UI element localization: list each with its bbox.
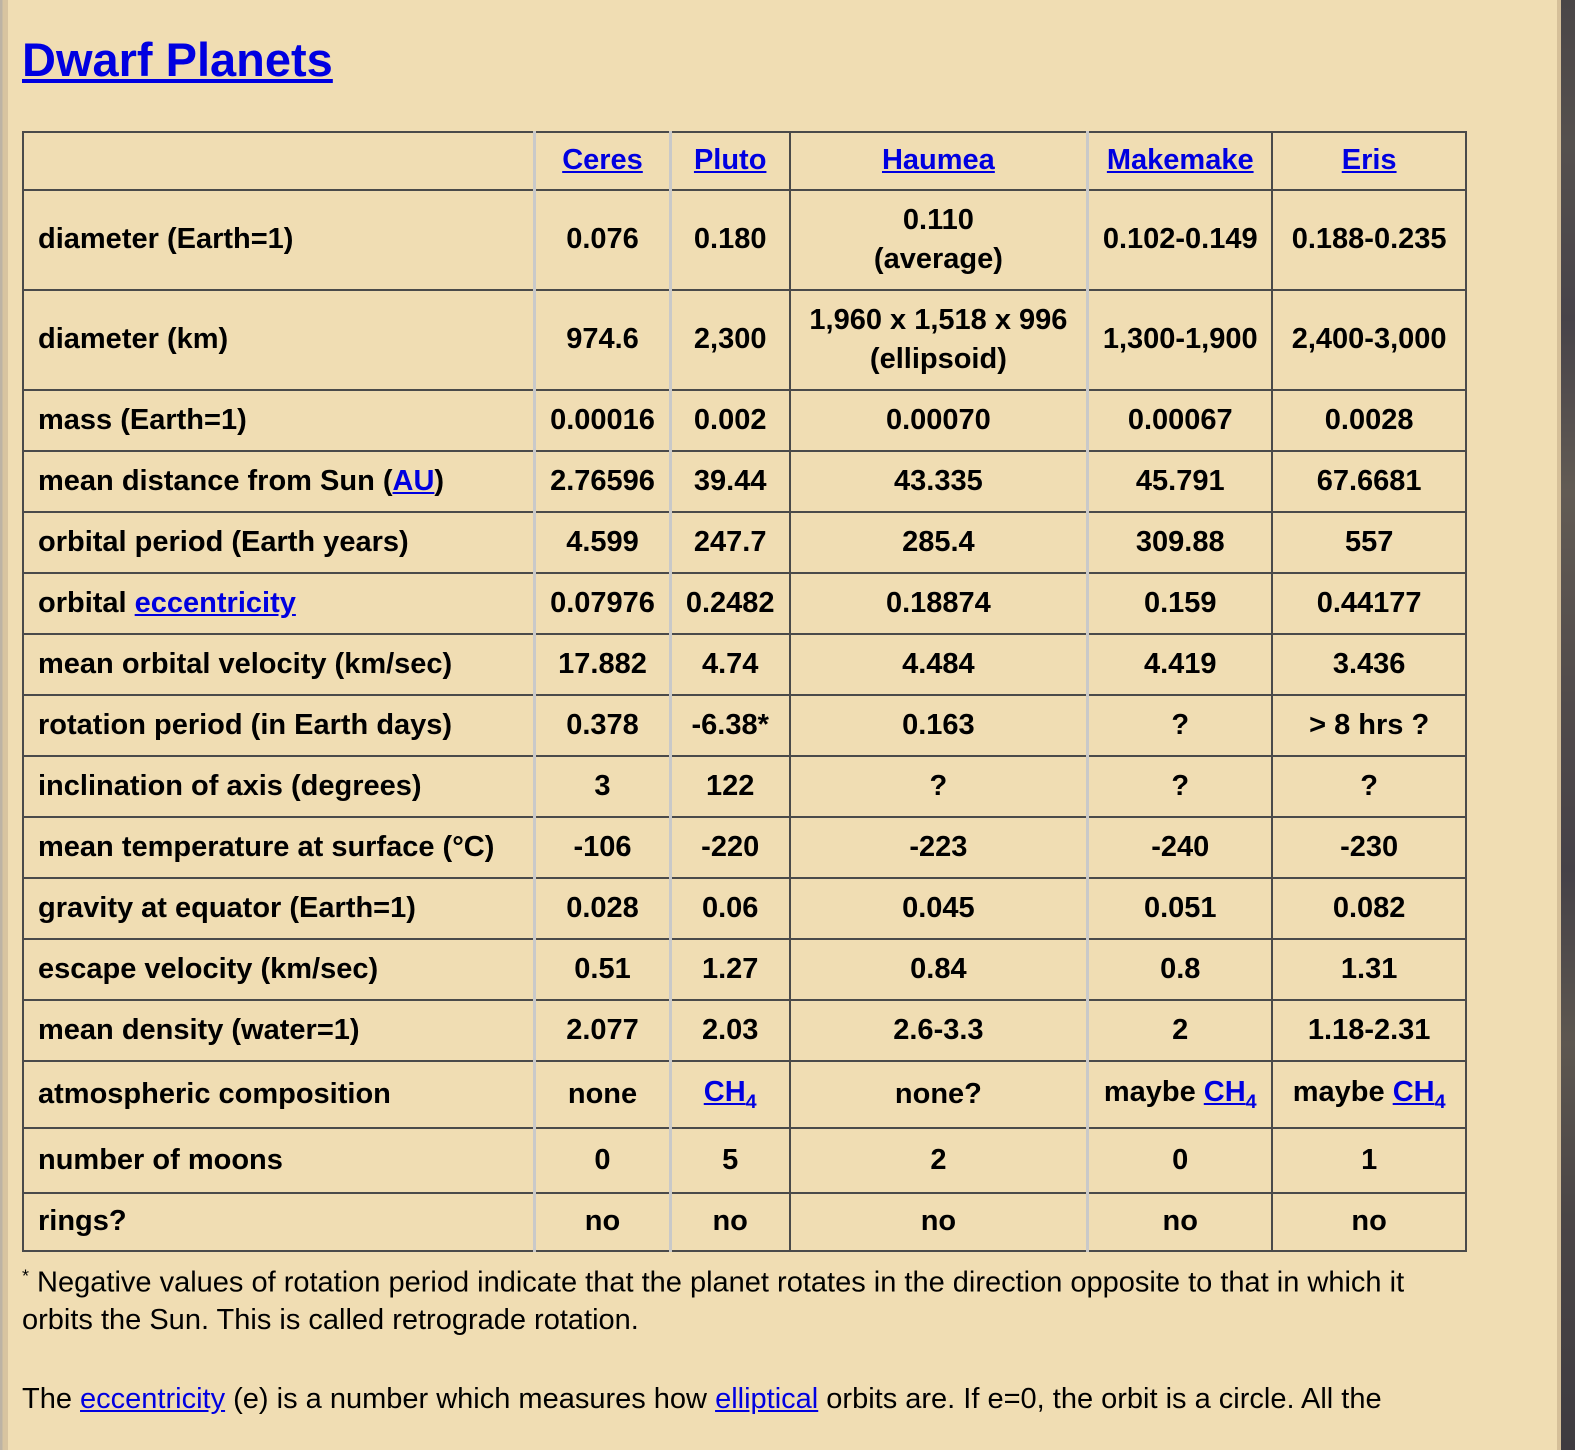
table-body bbox=[23, 190, 1466, 1251]
text-segment: gravity at equator (Earth=1) bbox=[38, 891, 416, 924]
cell-ceres-diameter-earth bbox=[535, 190, 670, 290]
cell-makemake-diameter-km bbox=[1088, 290, 1273, 390]
text-segment: (ellipsoid) bbox=[869, 343, 1007, 375]
text-segment: 0.51 bbox=[574, 952, 631, 985]
row-label-moons bbox=[23, 1128, 535, 1193]
text-segment: 2.077 bbox=[566, 1013, 639, 1046]
text-segment: 3 bbox=[594, 769, 611, 802]
text-segment: ) bbox=[434, 464, 445, 497]
cell-ceres-escape-velocity bbox=[535, 939, 670, 1000]
row-label-temperature bbox=[23, 817, 535, 878]
cell-haumea-orbital-period bbox=[790, 512, 1088, 573]
text-segment: 1.31 bbox=[1340, 952, 1398, 985]
text-segment: 0.051 bbox=[1143, 891, 1217, 924]
cell-pluto-rings bbox=[670, 1193, 789, 1251]
eccentricity-paragraph bbox=[22, 1381, 1474, 1418]
row-rings bbox=[23, 1193, 1466, 1251]
text-segment: 0.163 bbox=[902, 708, 975, 741]
text-segment: 0.110 bbox=[902, 203, 974, 236]
haumea-link[interactable]: Haumea bbox=[881, 144, 995, 177]
text-segment: no bbox=[1351, 1205, 1387, 1238]
text-segment: 0.159 bbox=[1143, 586, 1217, 619]
row-label-density bbox=[23, 1000, 535, 1061]
row-inclination bbox=[23, 756, 1466, 817]
text-segment: > 8 hrs ? bbox=[1309, 708, 1430, 741]
text-segment: 0.188-0.235 bbox=[1291, 223, 1447, 256]
cell-ceres-gravity bbox=[535, 878, 670, 939]
cell-makemake-rings bbox=[1088, 1193, 1273, 1251]
text-segment: 2.6-3.3 bbox=[893, 1013, 984, 1046]
header-eris bbox=[1272, 132, 1466, 190]
header-pluto bbox=[670, 132, 789, 190]
cell-eris-orbital-velocity bbox=[1272, 634, 1466, 695]
text-segment: 4.74 bbox=[701, 647, 759, 680]
text-segment: mean orbital velocity (km/sec) bbox=[38, 647, 453, 680]
cell-pluto-rotation-period bbox=[670, 695, 789, 756]
text-segment: no bbox=[584, 1205, 621, 1238]
text-segment: 0.076 bbox=[566, 223, 639, 256]
au-link[interactable]: AU bbox=[392, 464, 435, 497]
text-segment: 0.07976 bbox=[550, 586, 655, 619]
cell-pluto-mass bbox=[670, 390, 789, 451]
page-content bbox=[22, 0, 1467, 1418]
text-segment: 0.06 bbox=[701, 891, 759, 924]
text-segment: 1.27 bbox=[701, 952, 759, 985]
cell-haumea-distance bbox=[790, 451, 1088, 512]
cell-pluto-density bbox=[670, 1000, 789, 1061]
text-segment: mean temperature at surface (°C) bbox=[38, 830, 495, 863]
cell-haumea-moons bbox=[790, 1128, 1088, 1193]
text-segment: 247.7 bbox=[693, 525, 767, 558]
row-escape-velocity bbox=[23, 939, 1466, 1000]
eccentricity-link-2[interactable]: eccentricity bbox=[80, 1382, 226, 1415]
row-label-eccentricity bbox=[23, 573, 535, 634]
text-segment: orbital period (Earth years) bbox=[38, 525, 409, 558]
text-segment: no bbox=[920, 1205, 957, 1238]
cell-ceres-diameter-km bbox=[535, 290, 670, 390]
cell-eris-temperature bbox=[1272, 817, 1466, 878]
text-segment: -223 bbox=[909, 830, 968, 863]
row-orbital-velocity bbox=[23, 634, 1466, 695]
row-eccentricity bbox=[23, 573, 1466, 634]
cell-makemake-mass bbox=[1088, 390, 1273, 451]
cell-makemake-moons bbox=[1088, 1128, 1273, 1193]
row-label-diameter-earth bbox=[23, 190, 535, 290]
text-segment: 4.599 bbox=[566, 525, 639, 558]
row-label-escape-velocity bbox=[23, 939, 535, 1000]
text-segment: number of moons bbox=[38, 1143, 283, 1176]
cell-eris-distance bbox=[1272, 451, 1466, 512]
text-segment: 1,960 x 1,518 x 996 bbox=[809, 303, 1068, 336]
text-segment: 0.18874 bbox=[885, 586, 991, 619]
eccentricity-link[interactable]: eccentricity bbox=[134, 586, 296, 619]
ch4-link-makemake[interactable]: $CH_4$ bbox=[1203, 1076, 1257, 1114]
row-label-orbital-period bbox=[23, 512, 535, 573]
text-segment: maybe bbox=[1292, 1076, 1393, 1109]
cell-eris-orbital-period bbox=[1272, 512, 1466, 573]
cell-haumea-rings bbox=[790, 1193, 1088, 1251]
elliptical-link[interactable]: elliptical bbox=[715, 1382, 819, 1415]
cell-haumea-escape-velocity bbox=[790, 939, 1088, 1000]
text-segment: 0.045 bbox=[902, 891, 975, 924]
cell-ceres-orbital-velocity bbox=[535, 634, 670, 695]
cell-haumea-atmosphere bbox=[790, 1061, 1088, 1128]
cell-ceres-rings bbox=[535, 1193, 670, 1251]
row-moons bbox=[23, 1128, 1466, 1193]
text-segment: 0.8 bbox=[1160, 952, 1201, 985]
text-segment: ? bbox=[1171, 708, 1190, 741]
text-segment: 4.484 bbox=[902, 647, 975, 680]
text-segment: -106 bbox=[573, 830, 632, 863]
text-segment: orbital bbox=[38, 586, 135, 619]
text-segment: 1.18-2.31 bbox=[1307, 1013, 1431, 1046]
text-segment: 122 bbox=[705, 769, 755, 802]
cell-pluto-moons bbox=[670, 1128, 789, 1193]
cell-ceres-eccentricity bbox=[535, 573, 670, 634]
header-makemake bbox=[1088, 132, 1273, 190]
row-orbital-period bbox=[23, 512, 1466, 573]
text-segment: 39.44 bbox=[693, 464, 767, 497]
cell-haumea-rotation-period bbox=[790, 695, 1088, 756]
cell-eris-rotation-period bbox=[1272, 695, 1466, 756]
text-segment: 2.76596 bbox=[550, 464, 655, 497]
text-segment: 0.102-0.149 bbox=[1102, 223, 1258, 256]
cell-haumea-density bbox=[790, 1000, 1088, 1061]
cell-eris-escape-velocity bbox=[1272, 939, 1466, 1000]
text-segment: maybe bbox=[1103, 1076, 1204, 1109]
row-mass bbox=[23, 390, 1466, 451]
cell-eris-diameter-earth bbox=[1272, 190, 1466, 290]
row-label-orbital-velocity bbox=[23, 634, 535, 695]
text-segment: -240 bbox=[1151, 830, 1210, 863]
row-label-rings bbox=[23, 1193, 535, 1251]
footnote-retrograde bbox=[22, 1264, 1474, 1339]
text-segment: 0.00067 bbox=[1127, 403, 1233, 436]
text-segment: 43.335 bbox=[894, 464, 983, 497]
text-segment: 3.436 bbox=[1332, 647, 1406, 680]
row-label-distance bbox=[23, 451, 535, 512]
table-header bbox=[23, 132, 1466, 190]
text-segment: 4.419 bbox=[1143, 647, 1217, 680]
cell-makemake-escape-velocity bbox=[1088, 939, 1273, 1000]
cell-makemake-eccentricity bbox=[1088, 573, 1273, 634]
cell-haumea-mass bbox=[790, 390, 1088, 451]
row-label-rotation-period bbox=[23, 695, 535, 756]
text-segment: 2,400-3,000 bbox=[1291, 323, 1447, 356]
text-segment: 0.84 bbox=[910, 952, 967, 985]
header-row bbox=[23, 132, 1466, 190]
text-segment: mean density (water=1) bbox=[38, 1013, 360, 1046]
text-segment: diameter (km) bbox=[38, 323, 229, 356]
row-density bbox=[23, 1000, 1466, 1061]
cell-eris-atmosphere bbox=[1272, 1061, 1466, 1128]
cell-ceres-atmosphere bbox=[535, 1061, 670, 1128]
page-title-link[interactable]: Dwarf Planets bbox=[22, 33, 333, 86]
cell-pluto-orbital-velocity bbox=[670, 634, 789, 695]
text-segment: atmospheric composition bbox=[38, 1077, 391, 1110]
text-segment: orbits are. If e=0, the orbit is a circle. All the bbox=[818, 1382, 1382, 1415]
cell-eris-inclination bbox=[1272, 756, 1466, 817]
text-segment: 0 bbox=[594, 1143, 611, 1176]
text-segment: * bbox=[22, 1265, 29, 1285]
text-segment: 1,300-1,900 bbox=[1102, 323, 1258, 356]
cell-pluto-escape-velocity bbox=[670, 939, 789, 1000]
text-segment: no bbox=[1162, 1205, 1198, 1238]
cell-makemake-gravity bbox=[1088, 878, 1273, 939]
text-segment: -230 bbox=[1340, 830, 1399, 863]
cell-haumea-diameter-km bbox=[790, 290, 1088, 390]
text-segment: (average) bbox=[873, 243, 1003, 275]
makemake-link[interactable]: Makemake bbox=[1106, 144, 1254, 177]
cell-ceres-orbital-period bbox=[535, 512, 670, 573]
text-segment: 309.88 bbox=[1135, 525, 1225, 558]
cell-pluto-diameter-earth bbox=[670, 190, 789, 290]
text-segment: 0.2482 bbox=[685, 586, 775, 619]
row-temperature bbox=[23, 817, 1466, 878]
cell-haumea-temperature bbox=[790, 817, 1088, 878]
cell-eris-eccentricity bbox=[1272, 573, 1466, 634]
text-segment: mass (Earth=1) bbox=[38, 403, 247, 436]
cell-makemake-rotation-period bbox=[1088, 695, 1273, 756]
cell-haumea-inclination bbox=[790, 756, 1088, 817]
text-segment: 0.00016 bbox=[550, 403, 655, 436]
text-segment: inclination of axis (degrees) bbox=[38, 769, 422, 802]
cell-ceres-inclination bbox=[535, 756, 670, 817]
cell-pluto-gravity bbox=[670, 878, 789, 939]
text-segment: ? bbox=[1360, 769, 1378, 802]
text-segment: 0.44177 bbox=[1316, 586, 1422, 619]
text-segment: 0.082 bbox=[1332, 891, 1406, 924]
row-diameter-earth bbox=[23, 190, 1466, 290]
dwarf-planets-table bbox=[22, 131, 1467, 1252]
text-segment: 5 bbox=[722, 1143, 739, 1176]
header-ceres bbox=[535, 132, 670, 190]
cell-pluto-inclination bbox=[670, 756, 789, 817]
text-segment: 2 bbox=[1172, 1013, 1189, 1046]
cell-eris-moons bbox=[1272, 1128, 1466, 1193]
text-segment: 0.378 bbox=[566, 708, 639, 741]
left-window-edge bbox=[0, 0, 8, 1450]
ceres-link[interactable]: Ceres bbox=[562, 144, 643, 177]
text-segment: Negative values of rotation period indicate that the planet rotates in the direction opposite to that in which it orbits the Sun. This is called retrograde rotation. bbox=[22, 1266, 1405, 1336]
text-segment: 2.03 bbox=[701, 1013, 759, 1046]
pluto-link[interactable]: Pluto bbox=[693, 144, 767, 177]
cell-pluto-eccentricity bbox=[670, 573, 789, 634]
text-segment: (e) is a number which measures how bbox=[225, 1382, 716, 1415]
text-segment: 0.180 bbox=[693, 223, 767, 256]
text-segment: 45.791 bbox=[1135, 464, 1225, 497]
cell-eris-rings bbox=[1272, 1193, 1466, 1251]
cell-haumea-eccentricity bbox=[790, 573, 1088, 634]
text-segment: 2 bbox=[930, 1143, 947, 1176]
header-haumea bbox=[790, 132, 1088, 190]
text-segment: 1 bbox=[1361, 1143, 1378, 1176]
ch4-link-eris[interactable]: $CH_4$ bbox=[1392, 1076, 1446, 1114]
cell-eris-diameter-km bbox=[1272, 290, 1466, 390]
cell-ceres-density bbox=[535, 1000, 670, 1061]
text-segment: diameter (Earth=1) bbox=[38, 223, 294, 256]
cell-pluto-temperature bbox=[670, 817, 789, 878]
cell-haumea-gravity bbox=[790, 878, 1088, 939]
text-segment: 285.4 bbox=[902, 525, 975, 558]
cell-makemake-atmosphere bbox=[1088, 1061, 1273, 1128]
eris-link[interactable]: Eris bbox=[1341, 144, 1397, 177]
text-segment: 67.6681 bbox=[1316, 464, 1422, 497]
row-label-atmosphere bbox=[23, 1061, 535, 1128]
row-label-inclination bbox=[23, 756, 535, 817]
cell-ceres-moons bbox=[535, 1128, 670, 1193]
cell-eris-mass bbox=[1272, 390, 1466, 451]
cell-pluto-distance bbox=[670, 451, 789, 512]
text-segment: 2,300 bbox=[693, 323, 767, 356]
row-gravity bbox=[23, 878, 1466, 939]
text-segment: 0.028 bbox=[566, 891, 639, 924]
ch4-link-pluto[interactable]: $CH_4$ bbox=[703, 1076, 757, 1114]
text-segment: 0.0028 bbox=[1324, 403, 1414, 436]
text-segment: mean distance from Sun ( bbox=[38, 464, 393, 497]
cell-haumea-orbital-velocity bbox=[790, 634, 1088, 695]
text-segment: 17.882 bbox=[558, 647, 647, 680]
text-segment: 557 bbox=[1344, 525, 1394, 558]
text-segment: none bbox=[567, 1077, 638, 1110]
cell-ceres-mass bbox=[535, 390, 670, 451]
cell-makemake-inclination bbox=[1088, 756, 1273, 817]
text-segment: 974.6 bbox=[566, 323, 639, 356]
cell-ceres-rotation-period bbox=[535, 695, 670, 756]
desktop-background-strip bbox=[1557, 0, 1575, 1450]
cell-pluto-orbital-period bbox=[670, 512, 789, 573]
text-segment: 0.002 bbox=[693, 403, 767, 436]
cell-makemake-diameter-earth bbox=[1088, 190, 1273, 290]
row-atmosphere bbox=[23, 1061, 1466, 1128]
row-rotation-period bbox=[23, 695, 1466, 756]
text-segment: -220 bbox=[701, 830, 760, 863]
row-diameter-km bbox=[23, 290, 1466, 390]
text-segment: 0.00070 bbox=[885, 403, 991, 436]
cell-ceres-distance bbox=[535, 451, 670, 512]
row-label-gravity bbox=[23, 878, 535, 939]
text-segment: ? bbox=[929, 769, 948, 802]
row-label-mass bbox=[23, 390, 535, 451]
cell-eris-gravity bbox=[1272, 878, 1466, 939]
cell-eris-density bbox=[1272, 1000, 1466, 1061]
cell-ceres-temperature bbox=[535, 817, 670, 878]
text-segment: rings? bbox=[38, 1205, 127, 1238]
text-segment: ? bbox=[1171, 769, 1190, 802]
header-empty-cell bbox=[23, 132, 535, 190]
text-segment: 0 bbox=[1172, 1143, 1189, 1176]
cell-makemake-distance bbox=[1088, 451, 1273, 512]
cell-haumea-diameter-earth bbox=[790, 190, 1088, 290]
row-label-diameter-km bbox=[23, 290, 535, 390]
cell-makemake-orbital-period bbox=[1088, 512, 1273, 573]
cell-makemake-density bbox=[1088, 1000, 1273, 1061]
text-segment: The bbox=[22, 1382, 81, 1415]
text-segment: escape velocity (km/sec) bbox=[38, 952, 379, 985]
text-segment: -6.38* bbox=[691, 708, 769, 741]
text-segment: none? bbox=[894, 1077, 982, 1110]
text-segment: rotation period (in Earth days) bbox=[38, 708, 453, 741]
row-distance bbox=[23, 451, 1466, 512]
cell-pluto-diameter-km bbox=[670, 290, 789, 390]
cell-makemake-orbital-velocity bbox=[1088, 634, 1273, 695]
text-segment: no bbox=[712, 1205, 748, 1238]
cell-pluto-atmosphere bbox=[670, 1061, 789, 1128]
cell-makemake-temperature bbox=[1088, 817, 1273, 878]
